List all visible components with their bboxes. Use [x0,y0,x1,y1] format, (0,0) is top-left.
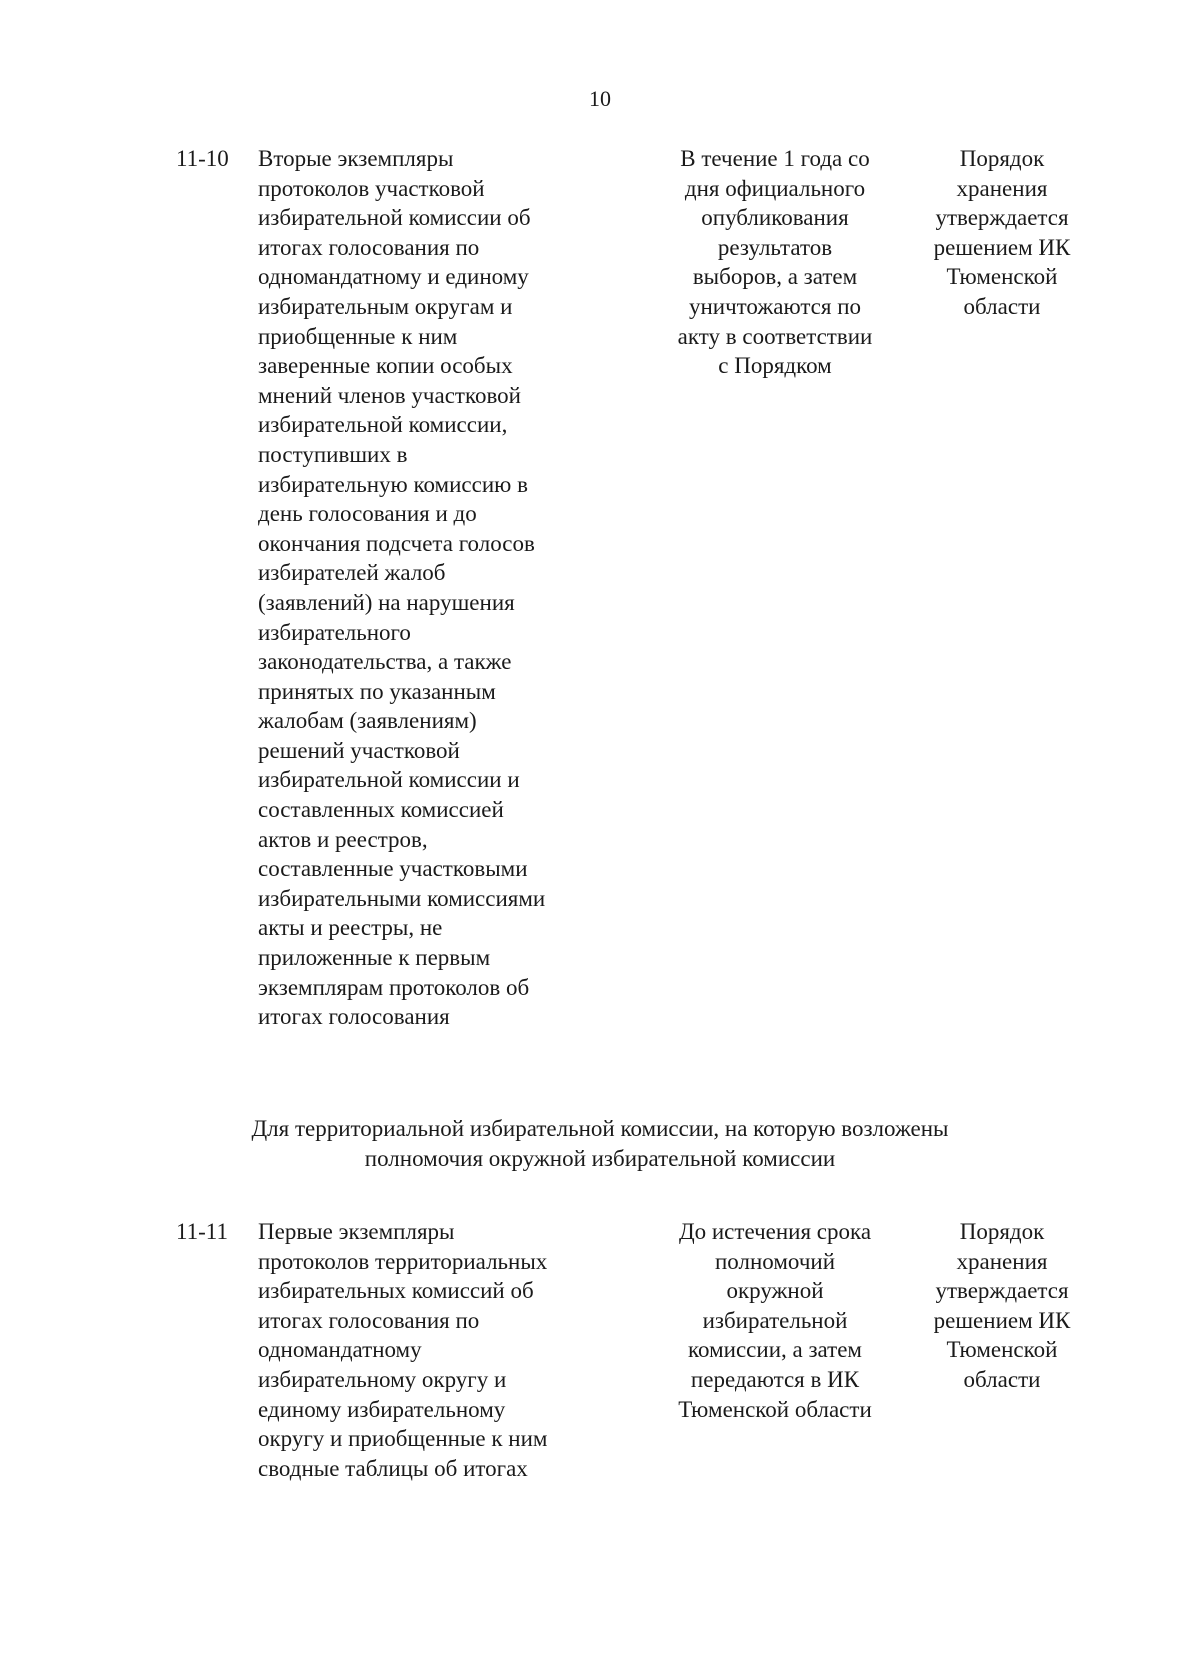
row-number: 11-11 [176,1219,228,1244]
retention-term: До истечения срока полномочий окружной избирательной комиссии, а затем передаются в ИК Тюменской области [678,1219,872,1422]
storage-note: Порядок хранения утверждается решением ИК Тюменской области [933,1219,1071,1392]
document-description: Вторые экземпляры протоколов участковой избирательной комиссии об итогах голосования по одномандатному и единому избирательным округам и приобщенные к ним заверенные копии особых мнений членов участковой избирательной комиссии, поступивших в избирательную комиссию в день голосования и до окончания подсчета голосов избирателей жалоб (заявлений) на нарушения избирательного законодательства, а также принятых по указанным жалобам (заявлениям) решений участковой избирательной комиссии и составленных комиссией актов и реестров, составленные участковыми избирательными комиссиями акты и реестры, не приложенные к первым экземплярам протоколов об итогах голосования [258,146,546,1030]
document-description: Первые экземпляры протоколов территориальных избирательных комиссий об итогах голосования по одномандатному избирательному округу и единому избирательному округу и приобщенные к ним сводные таблицы об итогах [258,1219,548,1481]
storage-note: Порядок хранения утверждается решением ИК Тюменской области [933,146,1071,319]
row-number: 11-10 [176,146,229,171]
retention-term: В течение 1 года со дня официального опубликования результатов выборов, а затем уничтожаются по акту в соответствии с Порядком [677,146,873,379]
page-number: 10 [589,86,611,111]
section-heading: Для территориальной избирательной комиссии, на которую возложены полномочия окружной избирательной комиссии [251,1116,949,1171]
